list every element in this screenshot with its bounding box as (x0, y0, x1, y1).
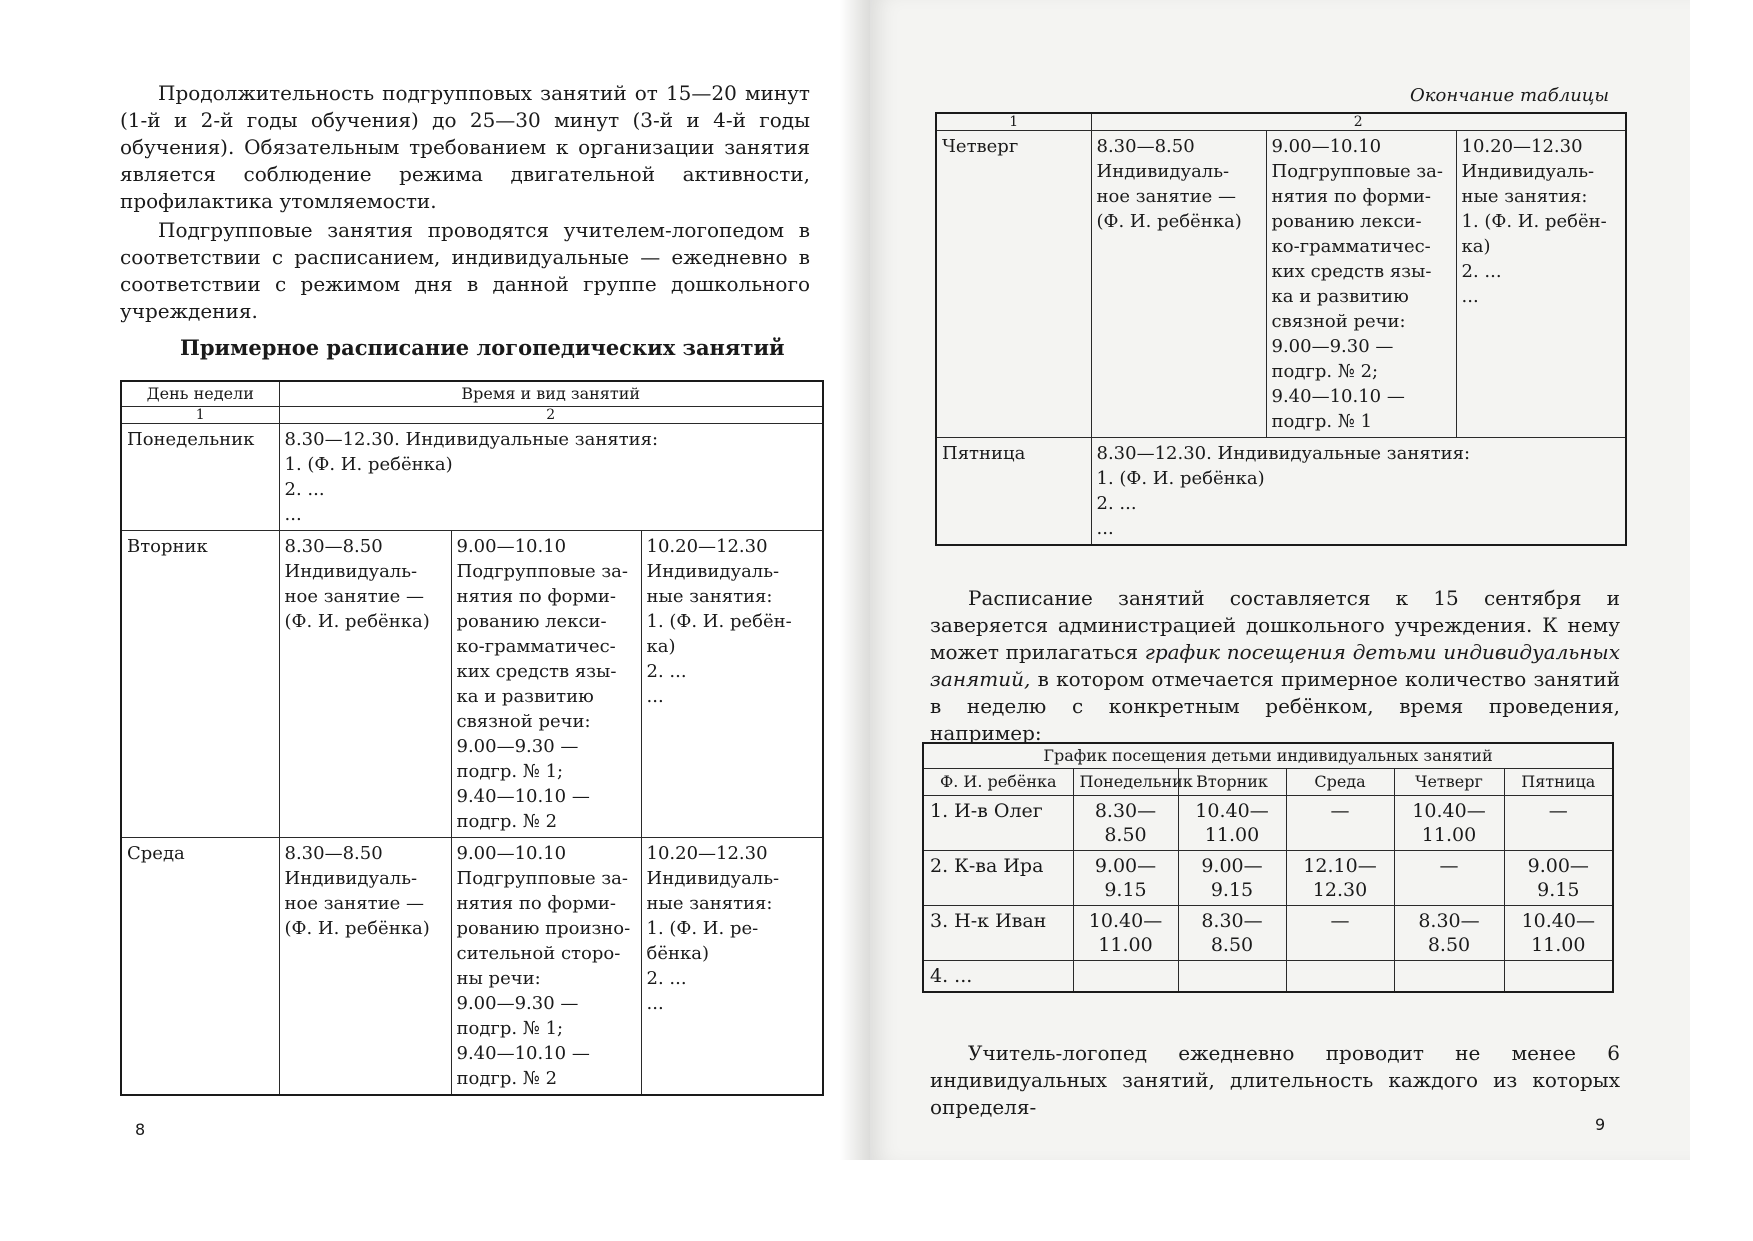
table-row (923, 906, 1613, 961)
visit-time: 10.40—11.00 (1073, 906, 1178, 961)
schedule-table-continued (935, 112, 1627, 546)
thursday-individual-cell: 8.30—8.50 Индивидуаль- ное занятие — (Ф. И. ребёнка) (1091, 131, 1266, 438)
visit-time: 8.30—8.50 (1394, 906, 1504, 961)
col-number: 2 (279, 407, 823, 424)
child-name: 1. И-в Олег (923, 796, 1073, 851)
col-number: 1 (936, 113, 1091, 131)
book-gutter (840, 0, 870, 1160)
visits-header-wednesday: Среда (1286, 769, 1394, 796)
visits-paragraph: Расписание занятий составляется к 15 сентября и заверяется администрацией дошкольного учреждения. К нему может прилагаться график посещения детьми индивидуальных занятий, в котором отмечается примерное количество занятий в неделю с конкретным ребёнком, время проведения, например: (930, 586, 1620, 745)
tuesday-group-cell: 9.00—10.10 Подгрупповые за- нятия по форми- рованию лекси- ко-грамматичес- ких средств язы- ка и развитию связной речи: 9.00—9.30 — подгр. № 1; 9.40—10.10 — подгр. № 2 (451, 531, 641, 838)
continuation-label: Окончание таблицы (1410, 85, 1610, 106)
visit-time (1504, 961, 1613, 993)
schedule-paragraph: Подгрупповые занятия проводятся учителем-логопедом в соответствии с расписанием, индивидуальные — ежедневно в соответствии с режимом дня в данной группе дошкольного учреждения. (120, 218, 810, 323)
visit-time: — (1286, 796, 1394, 851)
tuesday-individual-cell: 8.30—8.50 Индивидуаль- ное занятие — (Ф. И. ребёнка) (279, 531, 451, 838)
visit-time (1286, 961, 1394, 993)
page-number-left: 8 (135, 1120, 146, 1139)
table-row (923, 851, 1613, 906)
visits-header-thursday: Четверг (1394, 769, 1504, 796)
visits-table-caption: График посещения детьми индивидуальных занятий (923, 743, 1613, 769)
day-cell-thursday: Четверг (936, 131, 1091, 438)
thursday-group-cell: 9.00—10.10 Подгрупповые за- нятия по форми- рованию лекси- ко-грамматичес- ких средств язы- ка и развитию связной речи: 9.00—9.30 — подгр. № 2; 9.40—10.10 — подгр. № 1 (1266, 131, 1456, 438)
left-page (40, 0, 840, 1160)
visit-time: 10.40—11.00 (1504, 906, 1613, 961)
intro-paragraph: Продолжительность подгрупповых занятий от 15—20 минут (1-й и 2-й годы обучения) до 25—30 минут (3-й и 4-й годы обучения). Обязательным требованием к организации занятия является соблюдение режима двигательной активности, профилактика утомляемости. (120, 81, 810, 213)
visit-time: 12.10—12.30 (1286, 851, 1394, 906)
page-number-right: 9 (1595, 1115, 1606, 1134)
col-time-header: Время и вид занятий (279, 381, 823, 407)
day-cell-friday: Пятница (936, 438, 1091, 546)
visit-time: 9.00—9.15 (1504, 851, 1613, 906)
day-cell-monday: Понедельник (121, 424, 279, 531)
day-cell-tuesday: Вторник (121, 531, 279, 838)
closing-paragraph: Учитель-логопед ежедневно проводит не менее 6 индивидуальных занятий, длительность каждого из которых определя- (930, 1041, 1620, 1119)
day-cell-wednesday: Среда (121, 838, 279, 1096)
visit-time (1073, 961, 1178, 993)
visit-time: 8.30—8.50 (1073, 796, 1178, 851)
col-number: 1 (121, 407, 279, 424)
visit-time: — (1504, 796, 1613, 851)
table-row (923, 961, 1613, 993)
tuesday-individual-late-cell: 10.20—12.30 Индивидуаль- ные занятия: 1. (Ф. И. ребён- ка) 2. ... ... (641, 531, 823, 838)
thursday-individual-late-cell: 10.20—12.30 Индивидуаль- ные занятия: 1. (Ф. И. ребён- ка) 2. ... ... (1456, 131, 1626, 438)
table-row (923, 796, 1613, 851)
wednesday-individual-late-cell: 10.20—12.30 Индивидуаль- ные занятия: 1. (Ф. И. ре- бёнка) 2. ... ... (641, 838, 823, 1096)
wednesday-group-cell: 9.00—10.10 Подгрупповые за- нятия по форми- рованию произно- сительной сторо- ны речи: 9.00—9.30 — подгр. № 1; 9.40—10.10 — подгр. № 2 (451, 838, 641, 1096)
right-page (870, 0, 1690, 1160)
visit-time: — (1394, 851, 1504, 906)
visits-table (922, 742, 1614, 993)
visit-time: — (1286, 906, 1394, 961)
schedule-table (120, 380, 824, 1096)
monday-activities: 8.30—12.30. Индивидуальные занятия: 1. (Ф. И. ребёнка) 2. ... ... (279, 424, 823, 531)
visits-header-name: Ф. И. ребёнка (923, 769, 1073, 796)
col-day-header: День недели (121, 381, 279, 407)
visit-time: 9.00—9.15 (1073, 851, 1178, 906)
schedule-table-title: Примерное расписание логопедических занятий (180, 335, 785, 360)
visit-time: 8.30—8.50 (1178, 906, 1286, 961)
visit-time: 9.00—9.15 (1178, 851, 1286, 906)
visits-header-monday: Понедельник (1073, 769, 1178, 796)
friday-activities: 8.30—12.30. Индивидуальные занятия: 1. (Ф. И. ребёнка) 2. ... ... (1091, 438, 1626, 546)
wednesday-individual-cell: 8.30—8.50 Индивидуаль- ное занятие — (Ф. И. ребёнка) (279, 838, 451, 1096)
col-number: 2 (1091, 113, 1626, 131)
child-name: 2. К-ва Ира (923, 851, 1073, 906)
visits-header-friday: Пятница (1504, 769, 1613, 796)
visit-time: 10.40—11.00 (1178, 796, 1286, 851)
italic-term: график посещения детьми индивидуальных занятий, (930, 640, 1620, 691)
visit-time: 10.40—11.00 (1394, 796, 1504, 851)
visit-time (1394, 961, 1504, 993)
child-name: 4. ... (923, 961, 1073, 993)
visits-header-tuesday: Вторник (1178, 769, 1286, 796)
visit-time (1178, 961, 1286, 993)
child-name: 3. Н-к Иван (923, 906, 1073, 961)
